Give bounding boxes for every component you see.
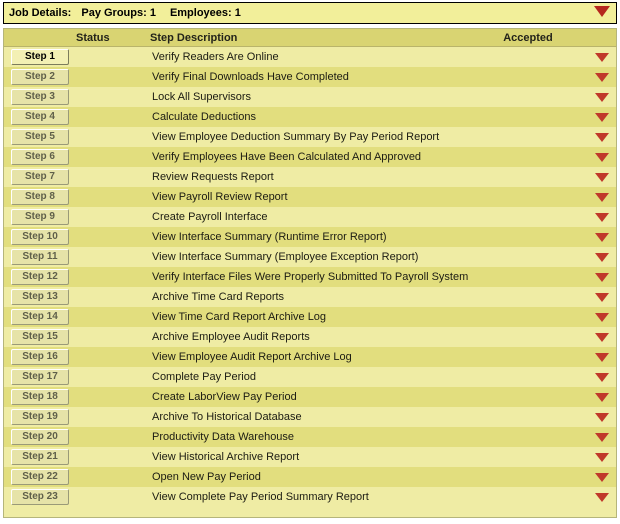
chevron-down-icon[interactable]	[595, 133, 609, 142]
table-row[interactable]	[4, 467, 616, 487]
chevron-down-icon[interactable]	[595, 253, 609, 262]
step-button-cell	[4, 247, 76, 267]
header-accepted: Accepted	[503, 31, 553, 44]
step-button[interactable]: Step 2	[11, 69, 69, 85]
row-expand-cell[interactable]	[588, 313, 616, 322]
step-button[interactable]: Step 7	[11, 169, 69, 185]
row-expand-cell[interactable]	[588, 473, 616, 482]
chevron-down-icon[interactable]	[595, 153, 609, 162]
step-button[interactable]: Step 22	[11, 469, 69, 485]
row-expand-cell[interactable]	[588, 233, 616, 242]
chevron-down-icon[interactable]	[595, 313, 609, 322]
step-button[interactable]: Step 16	[11, 349, 69, 365]
row-expand-cell[interactable]	[588, 153, 616, 162]
pay-groups-count: Pay Groups: 1	[81, 7, 156, 19]
step-button[interactable]: Step 10	[11, 229, 69, 245]
step-button[interactable]: Step 14	[11, 309, 69, 325]
row-expand-cell[interactable]	[588, 393, 616, 402]
chevron-down-icon[interactable]	[595, 93, 609, 102]
chevron-down-icon[interactable]	[595, 373, 609, 382]
table-row[interactable]	[4, 147, 616, 167]
step-description-cell: View Interface Summary (Runtime Error Report)	[152, 231, 387, 243]
chevron-down-icon[interactable]	[595, 273, 609, 282]
row-expand-cell[interactable]	[588, 213, 616, 222]
step-button[interactable]: Step 1	[11, 49, 69, 65]
job-details-bar[interactable]	[3, 2, 617, 24]
step-description-cell: View Historical Archive Report	[152, 451, 300, 463]
row-expand-cell[interactable]	[588, 373, 616, 382]
step-button[interactable]: Step 15	[11, 329, 69, 345]
step-button-cell	[4, 187, 76, 207]
chevron-down-icon[interactable]	[595, 113, 609, 122]
step-button-cell	[4, 427, 76, 447]
row-expand-cell[interactable]	[588, 433, 616, 442]
job-details-label: Job Details:	[9, 7, 72, 19]
step-button[interactable]: Step 12	[11, 269, 69, 285]
step-description-cell: Productivity Data Warehouse	[152, 431, 295, 443]
row-expand-cell[interactable]	[588, 413, 616, 422]
table-row[interactable]	[4, 187, 616, 207]
header-description: Step Description	[150, 31, 238, 44]
chevron-down-icon[interactable]	[595, 73, 609, 82]
step-button-cell	[4, 407, 76, 427]
table-row[interactable]	[4, 227, 616, 247]
step-button-cell	[4, 467, 76, 487]
step-button-cell	[4, 47, 76, 67]
chevron-down-icon[interactable]	[595, 193, 609, 202]
chevron-down-icon[interactable]	[594, 6, 610, 17]
step-description-cell: Archive Employee Audit Reports	[152, 331, 310, 343]
step-description-cell: View Employee Audit Report Archive Log	[152, 351, 352, 363]
chevron-down-icon[interactable]	[595, 493, 609, 502]
chevron-down-icon[interactable]	[595, 173, 609, 182]
step-button-cell	[4, 487, 76, 507]
step-button-cell	[4, 147, 76, 167]
step-button-cell	[4, 367, 76, 387]
table-row[interactable]	[4, 427, 616, 447]
table-row[interactable]	[4, 267, 616, 287]
table-row[interactable]	[4, 407, 616, 427]
chevron-down-icon[interactable]	[595, 473, 609, 482]
step-description-cell: View Complete Pay Period Summary Report	[152, 491, 369, 503]
step-button-cell	[4, 67, 76, 87]
step-description-cell: Verify Readers Are Online	[152, 51, 279, 63]
row-expand-cell[interactable]	[588, 333, 616, 342]
row-expand-cell[interactable]	[588, 293, 616, 302]
step-button-cell	[4, 307, 76, 327]
step-button-cell	[4, 227, 76, 247]
step-button[interactable]: Step 19	[11, 409, 69, 425]
chevron-down-icon[interactable]	[595, 413, 609, 422]
step-description-cell: Verify Final Downloads Have Completed	[152, 71, 349, 83]
step-description-cell: Calculate Deductions	[152, 111, 256, 123]
row-expand-cell[interactable]	[588, 273, 616, 282]
row-expand-cell[interactable]	[588, 193, 616, 202]
step-button[interactable]: Step 21	[11, 449, 69, 465]
step-button-cell	[4, 87, 76, 107]
step-button-cell	[4, 387, 76, 407]
step-description-cell: Verify Interface Files Were Properly Submitted To Payroll System	[152, 271, 468, 283]
table-row[interactable]	[4, 247, 616, 267]
step-button[interactable]: Step 3	[11, 89, 69, 105]
step-button[interactable]: Step 13	[11, 289, 69, 305]
table-row[interactable]	[4, 447, 616, 467]
step-button-cell	[4, 167, 76, 187]
chevron-down-icon[interactable]	[595, 353, 609, 362]
step-button[interactable]: Step 17	[11, 369, 69, 385]
step-button[interactable]: Step 4	[11, 109, 69, 125]
step-button[interactable]: Step 11	[11, 249, 69, 265]
table-row[interactable]	[4, 387, 616, 407]
table-row[interactable]	[4, 127, 616, 147]
chevron-down-icon[interactable]	[595, 53, 609, 62]
steps-panel	[3, 28, 617, 518]
step-button-cell	[4, 327, 76, 347]
table-row[interactable]	[4, 47, 616, 67]
step-description-cell: View Interface Summary (Employee Exception Report)	[152, 251, 419, 263]
step-button-cell	[4, 207, 76, 227]
step-description-cell: Lock All Supervisors	[152, 91, 252, 103]
step-description-cell: Create Payroll Interface	[152, 211, 268, 223]
step-description-cell: Archive Time Card Reports	[152, 291, 285, 303]
table-row[interactable]	[4, 307, 616, 327]
step-description-cell: View Time Card Report Archive Log	[152, 311, 327, 323]
row-expand-cell[interactable]	[588, 93, 616, 102]
step-button-cell	[4, 267, 76, 287]
row-expand-cell[interactable]	[588, 133, 616, 142]
table-row[interactable]	[4, 67, 616, 87]
table-row[interactable]	[4, 287, 616, 307]
header-status: Status	[76, 31, 110, 44]
row-expand-cell[interactable]	[588, 253, 616, 262]
step-description-cell: View Employee Deduction Summary By Pay Period Report	[152, 131, 440, 143]
row-expand-cell[interactable]	[588, 453, 616, 462]
step-description-cell: Verify Employees Have Been Calculated And Approved	[152, 151, 422, 163]
row-expand-cell[interactable]	[588, 353, 616, 362]
row-expand-cell[interactable]	[588, 113, 616, 122]
chevron-down-icon[interactable]	[595, 333, 609, 342]
table-row[interactable]	[4, 107, 616, 127]
step-button[interactable]: Step 23	[11, 489, 69, 505]
step-button-cell	[4, 287, 76, 307]
payroll-checklist-window	[0, 2, 620, 524]
row-expand-cell[interactable]	[588, 493, 616, 502]
table-row[interactable]	[4, 207, 616, 227]
step-description-cell: Review Requests Report	[152, 171, 274, 183]
step-button[interactable]: Step 5	[11, 129, 69, 145]
step-description-cell: Archive To Historical Database	[152, 411, 302, 423]
step-button-cell	[4, 447, 76, 467]
table-row[interactable]	[4, 327, 616, 347]
step-button-cell	[4, 107, 76, 127]
table-row[interactable]	[4, 167, 616, 187]
employees-count: Employees: 1	[169, 7, 241, 19]
step-description-cell: Open New Pay Period	[152, 471, 261, 483]
table-row[interactable]	[4, 487, 616, 507]
step-button-cell	[4, 127, 76, 147]
table-row[interactable]	[4, 347, 616, 367]
chevron-down-icon[interactable]	[595, 433, 609, 442]
row-expand-cell[interactable]	[588, 73, 616, 82]
chevron-down-icon[interactable]	[595, 393, 609, 402]
chevron-down-icon[interactable]	[595, 233, 609, 242]
chevron-down-icon[interactable]	[595, 293, 609, 302]
step-button-cell	[4, 347, 76, 367]
step-button[interactable]: Step 6	[11, 149, 69, 165]
step-description-cell: Create LaborView Pay Period	[152, 391, 297, 403]
table-row[interactable]	[4, 87, 616, 107]
step-description-cell: View Payroll Review Report	[152, 191, 288, 203]
step-button[interactable]: Step 8	[11, 189, 69, 205]
row-expand-cell[interactable]	[588, 53, 616, 62]
step-button[interactable]: Step 20	[11, 429, 69, 445]
table-header	[4, 29, 616, 47]
chevron-down-icon[interactable]	[595, 213, 609, 222]
table-row[interactable]	[4, 367, 616, 387]
step-button[interactable]: Step 18	[11, 389, 69, 405]
chevron-down-icon[interactable]	[595, 453, 609, 462]
row-expand-cell[interactable]	[588, 173, 616, 182]
step-button[interactable]: Step 9	[11, 209, 69, 225]
steps-list	[4, 47, 616, 507]
step-description-cell: Complete Pay Period	[152, 371, 256, 383]
